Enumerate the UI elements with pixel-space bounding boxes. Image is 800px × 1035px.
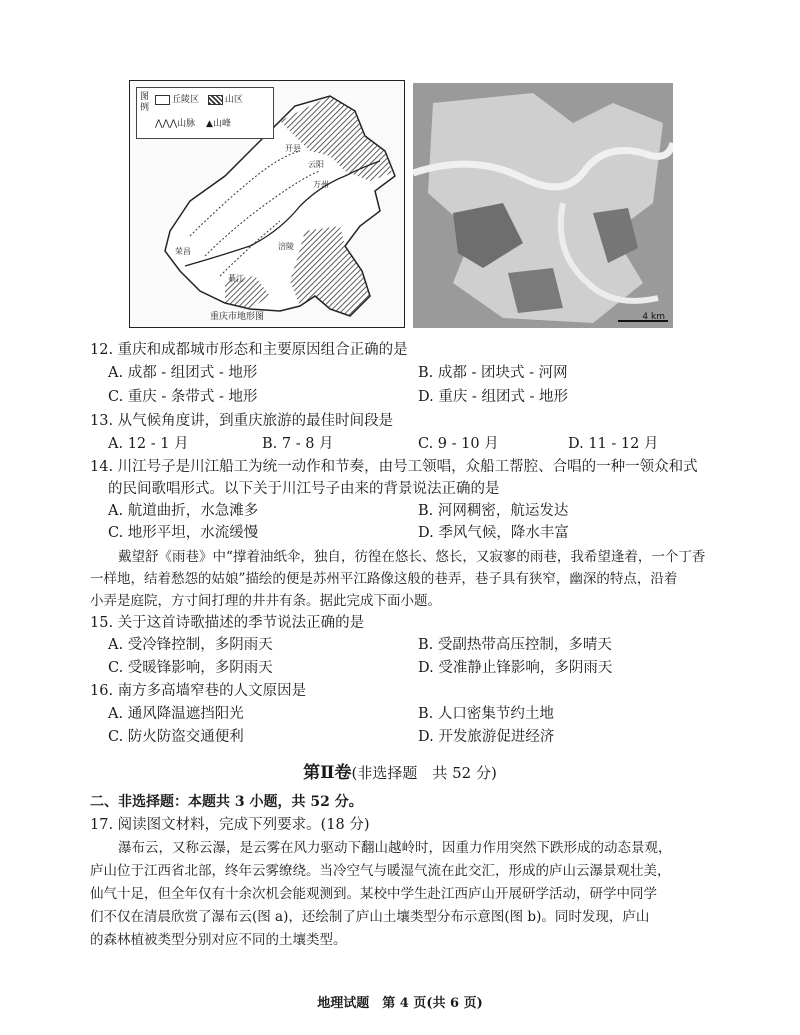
map-label-kaixian: 开县: [285, 144, 301, 153]
q12-option-b: B. 成都 - 团块式 - 河网: [418, 365, 568, 381]
q17-stem: 17. 阅读图文材料，完成下列要求。(18 分): [90, 817, 370, 833]
section-2-title: [0, 758, 800, 783]
legend-hill-label: 丘陵区: [172, 95, 200, 105]
q15-option-b: B. 受副热带高压控制，多晴天: [418, 637, 612, 653]
q12-option-d: D. 重庆 - 组团式 - 地形: [418, 389, 569, 405]
legend-row-symbols: [155, 118, 231, 130]
q17-material-line2: 庐山位于江西省北部，终年云雾缭绕。当冷空气与暖湿气流在此交汇，形成的庐山云瀑景观壮美，: [90, 863, 671, 879]
q13-option-d: D. 11 - 12 月: [568, 436, 659, 452]
passage-line2: 一样地，结着愁怨的姑娘”描绘的便是苏州平江路像这般的巷弄，巷子具有狭窄，幽深的特点，沿着: [90, 571, 678, 587]
q16-option-b: B. 人口密集节约土地: [418, 706, 554, 722]
q15-option-d: D. 受准静止锋影响，多阴雨天: [418, 660, 613, 676]
q12-option-a: A. 成都 - 组团式 - 地形: [108, 365, 258, 381]
map-label-qijiang: 綦江: [228, 274, 244, 283]
passage-line3: 小弄是庭院，方寸间打理的井井有条。据此完成下面小题。: [90, 593, 441, 609]
q17-material-line3: 仙气十足，但全年仅有十余次机会能观测到。某校中学生赴江西庐山开展研学活动，研学中同学: [90, 886, 657, 902]
section-2-title-main: 第Ⅱ卷: [303, 763, 352, 783]
q17-material-line5: 的森林植被类型分别对应不同的土壤类型。: [90, 932, 347, 948]
q14-option-b: B. 河网稠密，航运发达: [418, 503, 569, 519]
page-footer: 地理试题 第 4 页(共 6 页): [317, 996, 483, 1011]
chongqing-aerial-photo: [413, 83, 673, 328]
legend-row-area: [155, 94, 243, 106]
q13-option-a: A. 12 - 1 月: [108, 436, 189, 452]
photo-scale-label: 4 km: [642, 312, 665, 322]
legend-peak-label: 山峰: [212, 119, 231, 129]
legend-range-label: 山脉: [177, 119, 196, 129]
q16-option-a: A. 通风降温遮挡阳光: [108, 706, 244, 722]
q14-option-c: C. 地形平坦，水流缓慢: [108, 525, 259, 541]
q12-option-c: C. 重庆 - 条带式 - 地形: [108, 389, 258, 405]
map-caption: 重庆市地形图: [210, 312, 265, 322]
map-label-fuling: 涪陵: [278, 242, 294, 251]
map-label-yunyang: 云阳: [308, 160, 324, 169]
q17-material-line4: 们不仅在清晨欣赏了瀑布云(图 a)，还绘制了庐山土壤类型分布示意图(图 b)。同时发现，庐山: [90, 909, 650, 925]
q15-option-a: A. 受冷锋控制，多阴雨天: [108, 637, 273, 653]
q16-stem: 16. 南方多高墙窄巷的人文原因是: [90, 683, 307, 699]
mountain-range-icon: ⋀⋀⋀: [155, 119, 178, 129]
mountain-swatch-icon: [208, 95, 223, 105]
legend-title: 图例: [140, 92, 150, 113]
q13-option-b: B. 7 - 8 月: [262, 436, 334, 452]
q13-stem: 13. 从气候角度讲，到重庆旅游的最佳时间段是: [90, 413, 394, 429]
map-label-wanzhou: 万州: [313, 180, 329, 189]
q16-option-d: D. 开发旅游促进经济: [418, 729, 555, 745]
q13-option-c: C. 9 - 10 月: [418, 436, 499, 452]
q14-option-a: A. 航道曲折，水急滩多: [108, 503, 259, 519]
q15-stem: 15. 关于这首诗歌描述的季节说法正确的是: [90, 615, 365, 631]
q14-option-d: D. 季风气候，降水丰富: [418, 525, 569, 541]
section-2-subtitle: (非选择题 共 52 分): [351, 764, 497, 782]
map-label-rongchang: 荣昌: [175, 247, 191, 256]
photo-drawing: [413, 83, 673, 328]
passage-line1: 戴望舒《雨巷》中“撑着油纸伞，独自，彷徨在悠长、悠长，又寂寥的雨巷，我希望逢着，一个丁香: [118, 549, 706, 565]
peak-icon: ▲: [206, 119, 213, 129]
part-2-heading: 二、非选择题：本题共 3 小题，共 52 分。: [90, 794, 363, 810]
chongqing-terrain-map: [129, 80, 405, 328]
q16-option-c: C. 防火防盗交通便利: [108, 729, 244, 745]
q15-option-c: C. 受暖锋影响，多阴雨天: [108, 660, 273, 676]
map-legend: [136, 87, 274, 139]
q14-stem-line2: 的民间歌唱形式。以下关于川江号子由来的背景说法正确的是: [108, 481, 500, 497]
legend-mountain-label: 山区: [224, 95, 243, 105]
hill-swatch-icon: [155, 95, 170, 105]
q12-stem: 12. 重庆和成都城市形态和主要原因组合正确的是: [90, 342, 408, 358]
q17-material-line1: 瀑布云，又称云瀑，是云雾在风力驱动下翻山越岭时，因重力作用突然下跌形成的动态景观，: [118, 840, 672, 856]
q14-stem-line1: 14. 川江号子是川江船工为统一动作和节奏，由号工领唱，众船工帮腔、合唱的一种一领众和式: [90, 459, 698, 475]
